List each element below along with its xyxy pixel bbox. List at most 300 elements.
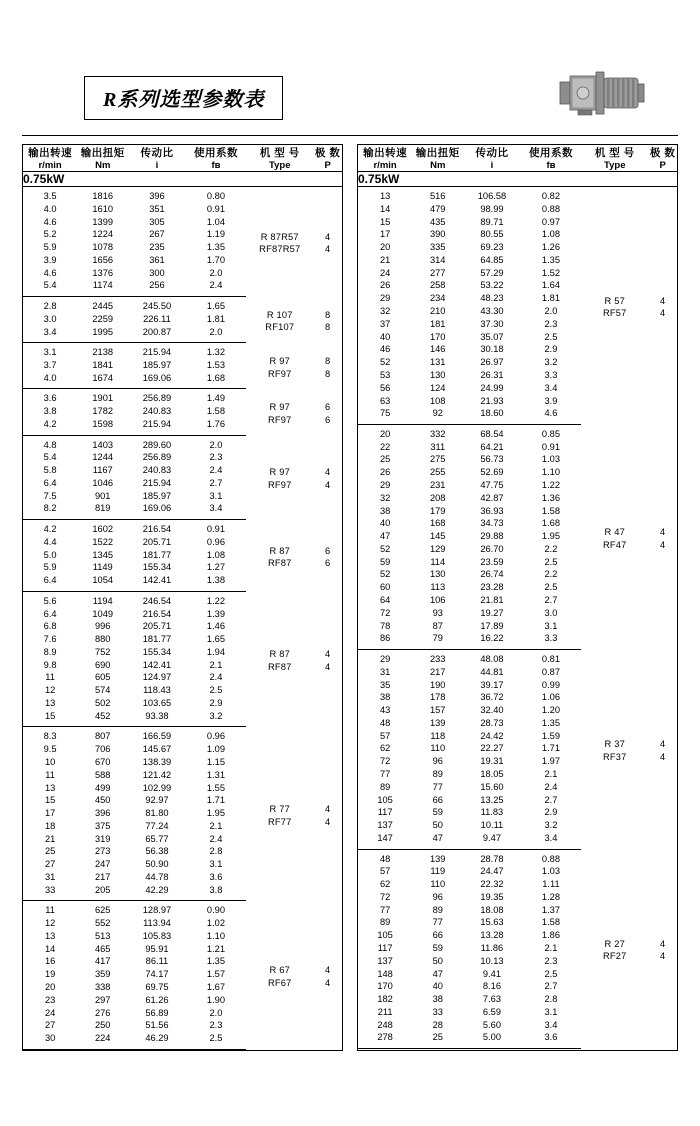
cell-speed: 13 bbox=[379, 191, 391, 201]
cell-torque: 752 bbox=[94, 646, 111, 657]
cell-fb: 0.85 bbox=[541, 428, 561, 439]
cell-torque: 1522 bbox=[92, 536, 114, 547]
cell-speed: 46 bbox=[379, 344, 391, 355]
cell-torque: 113 bbox=[430, 582, 446, 593]
type-line: R 97 bbox=[269, 467, 290, 478]
cell-torque: 2259 bbox=[92, 313, 114, 324]
cell-torque: 332 bbox=[429, 428, 446, 439]
cell-speed: 105 bbox=[377, 930, 393, 941]
cell-ratio: 44.78 bbox=[145, 871, 169, 882]
table-row bbox=[23, 343, 342, 360]
cell-ratio: 8.16 bbox=[482, 981, 501, 992]
cell-ratio: 256.89 bbox=[142, 393, 172, 404]
power-rating-label: 0.75kW bbox=[358, 172, 677, 187]
cell-torque: 706 bbox=[94, 744, 111, 755]
cell-speed: 86 bbox=[358, 633, 412, 650]
cell-ratio: 113.94 bbox=[143, 918, 171, 929]
cell-speed: 4.6 bbox=[43, 216, 57, 227]
cell-torque: 205 bbox=[77, 884, 128, 901]
cell-fb: 1.02 bbox=[206, 918, 226, 929]
table-header-cn bbox=[358, 145, 677, 160]
type-line: R 87 bbox=[269, 545, 290, 556]
cell-torque: 130 bbox=[429, 369, 446, 380]
cell-speed: 47 bbox=[379, 531, 391, 542]
cell-speed: 21 bbox=[44, 833, 56, 844]
cell-fb: 2.3 bbox=[544, 955, 558, 966]
cell-speed: 25 bbox=[379, 454, 391, 465]
cell-ratio: 65.77 bbox=[145, 833, 169, 844]
cell-ratio: 166.59 bbox=[142, 731, 172, 742]
cell-fb: 2.2 bbox=[544, 543, 558, 554]
column-header-unit-3: fʙ bbox=[546, 160, 556, 171]
column-header-cn-5: 极 数 bbox=[649, 147, 676, 159]
type-line: R 77 bbox=[269, 804, 290, 815]
cell-torque: 1598 bbox=[77, 418, 128, 435]
cell-speed: 59 bbox=[379, 556, 391, 567]
cell-torque: 1656 bbox=[92, 254, 114, 265]
cell-type bbox=[246, 187, 313, 297]
cell-ratio: 42.87 bbox=[480, 492, 504, 503]
cell-type bbox=[246, 297, 313, 343]
cell-speed: 31 bbox=[379, 666, 391, 677]
cell-speed: 3.1 bbox=[43, 347, 57, 358]
power-rating-row bbox=[23, 172, 342, 187]
cell-fb: 1.59 bbox=[541, 730, 561, 741]
cell-torque: 277 bbox=[429, 267, 446, 278]
cell-fb: 1.81 bbox=[541, 293, 561, 304]
cell-torque: 1167 bbox=[92, 465, 113, 476]
cell-torque: 880 bbox=[94, 634, 111, 645]
cell-torque: 513 bbox=[94, 930, 111, 941]
cell-speed: 38 bbox=[379, 692, 391, 703]
cell-speed: 89 bbox=[379, 917, 391, 928]
cell-fb: 1.53 bbox=[206, 360, 226, 370]
cell-fb: 2.1 bbox=[544, 769, 558, 779]
cell-torque: 311 bbox=[430, 441, 446, 452]
cell-torque: 1674 bbox=[77, 372, 128, 389]
type-line: RF97 bbox=[267, 479, 292, 490]
cell-torque: 217 bbox=[429, 666, 446, 677]
cell-ratio: 68.54 bbox=[480, 428, 504, 439]
cell-fb: 1.67 bbox=[206, 982, 226, 993]
cell-fb: 1.27 bbox=[206, 562, 226, 573]
cell-ratio: 22.27 bbox=[480, 743, 504, 754]
cell-fb: 1.35 bbox=[206, 956, 226, 967]
cell-ratio: 5.60 bbox=[482, 1019, 501, 1030]
cell-speed: 3.8 bbox=[43, 406, 57, 417]
cell-speed: 13 bbox=[44, 782, 56, 793]
cell-speed: 26 bbox=[379, 467, 391, 478]
cell-fb: 2.4 bbox=[209, 672, 223, 683]
cell-speed: 89 bbox=[379, 781, 391, 792]
cell-speed: 18 bbox=[44, 820, 56, 831]
cell-torque: 605 bbox=[94, 672, 111, 683]
cell-torque: 450 bbox=[94, 795, 111, 806]
cell-ratio: 169.06 bbox=[128, 372, 185, 389]
cell-torque: 234 bbox=[429, 293, 446, 304]
cell-speed: 72 bbox=[379, 607, 391, 618]
cell-ratio: 103.65 bbox=[142, 698, 172, 708]
cell-speed: 75 bbox=[358, 408, 412, 425]
cell-torque: 114 bbox=[430, 556, 446, 567]
page-title bbox=[84, 76, 283, 120]
cell-ratio: 42.29 bbox=[128, 884, 185, 901]
type-line: RF77 bbox=[267, 816, 292, 827]
cell-torque: 93 bbox=[432, 607, 443, 618]
cell-torque: 1602 bbox=[92, 524, 114, 535]
cell-ratio: 22.32 bbox=[480, 879, 504, 890]
cell-speed: 52 bbox=[379, 569, 391, 580]
cell-speed: 105 bbox=[377, 794, 393, 805]
column-header-cn-0: 输出转速 bbox=[363, 147, 408, 159]
cell-fb: 1.95 bbox=[541, 531, 561, 542]
cell-torque: 1054 bbox=[77, 575, 128, 592]
cell-speed: 5.9 bbox=[43, 242, 57, 253]
cell-speed: 32 bbox=[379, 306, 391, 317]
cell-poles bbox=[313, 389, 342, 435]
cell-speed: 3.7 bbox=[43, 360, 57, 370]
cell-torque: 233 bbox=[429, 653, 446, 664]
pole-line: 8 bbox=[325, 356, 331, 366]
cell-type bbox=[246, 343, 313, 389]
cell-speed: 9.8 bbox=[43, 659, 57, 670]
column-header-cn-4: 机 型 号 bbox=[594, 147, 635, 159]
cell-fb: 2.0 bbox=[209, 439, 223, 450]
type-line: R 97 bbox=[269, 356, 290, 366]
cell-fb: 2.3 bbox=[544, 318, 558, 329]
cell-torque: 1224 bbox=[92, 229, 114, 240]
cell-ratio: 32.40 bbox=[480, 705, 504, 716]
table-row bbox=[23, 435, 342, 452]
cell-ratio: 15.60 bbox=[480, 781, 504, 792]
cell-torque: 50 bbox=[432, 820, 443, 831]
cell-torque: 231 bbox=[429, 480, 446, 490]
cell-fb: 3.0 bbox=[544, 607, 558, 618]
power-rating-row bbox=[358, 172, 677, 187]
cell-speed: 52 bbox=[379, 543, 391, 554]
cell-ratio: 205.71 bbox=[142, 536, 172, 547]
pole-line: 4 bbox=[325, 965, 331, 976]
table-row bbox=[358, 424, 677, 441]
cell-torque: 92 bbox=[412, 408, 463, 425]
cell-torque: 1841 bbox=[92, 360, 114, 370]
cell-fb: 1.20 bbox=[541, 705, 561, 716]
cell-speed: 22 bbox=[379, 441, 391, 452]
cell-speed: 278 bbox=[358, 1032, 412, 1049]
cell-fb: 1.35 bbox=[541, 254, 561, 265]
cell-speed: 5.2 bbox=[43, 229, 57, 240]
cell-speed: 5.9 bbox=[43, 562, 57, 573]
pole-line: 6 bbox=[325, 558, 331, 569]
cell-speed: 4.2 bbox=[43, 524, 57, 535]
cell-fb: 0.88 bbox=[541, 853, 561, 864]
cell-speed: 27 bbox=[44, 1020, 56, 1031]
cell-ratio: 215.94 bbox=[142, 347, 172, 358]
table-row bbox=[23, 591, 342, 608]
cell-fb: 3.4 bbox=[544, 1019, 558, 1030]
cell-torque: 59 bbox=[432, 942, 443, 953]
cell-ratio: 10.11 bbox=[480, 820, 504, 831]
cell-torque: 110 bbox=[430, 743, 446, 754]
cell-ratio: 61.26 bbox=[145, 994, 169, 1005]
cell-speed: 3.0 bbox=[43, 313, 57, 324]
cell-type bbox=[246, 435, 313, 520]
cell-speed: 25 bbox=[44, 846, 56, 857]
cell-torque: 574 bbox=[94, 685, 111, 696]
cell-ratio: 56.89 bbox=[145, 1007, 169, 1018]
cell-ratio: 24.42 bbox=[480, 730, 504, 741]
cell-speed: 24 bbox=[44, 1007, 56, 1018]
cell-ratio: 48.08 bbox=[480, 653, 504, 664]
cell-ratio: 26.70 bbox=[480, 543, 504, 554]
table-row bbox=[23, 297, 342, 314]
cell-type bbox=[246, 901, 313, 1049]
cell-speed: 62 bbox=[379, 879, 391, 890]
cell-poles bbox=[648, 649, 677, 849]
cell-speed: 57 bbox=[379, 730, 391, 741]
cell-ratio: 48.23 bbox=[480, 293, 504, 304]
cell-fb: 3.1 bbox=[544, 1006, 558, 1017]
cell-fb: 1.55 bbox=[206, 782, 226, 793]
cell-fb: 1.08 bbox=[206, 549, 226, 560]
cell-fb: 1.37 bbox=[541, 904, 561, 915]
cell-ratio: 36.72 bbox=[480, 692, 504, 703]
cell-fb: 1.22 bbox=[541, 480, 561, 490]
cell-fb: 2.9 bbox=[209, 698, 223, 708]
cell-fb: 3.3 bbox=[544, 369, 558, 380]
cell-fb: 1.39 bbox=[206, 608, 226, 619]
cell-ratio: 21.93 bbox=[480, 395, 504, 406]
cell-fb: 0.88 bbox=[541, 203, 561, 214]
cell-ratio: 13.28 bbox=[480, 930, 504, 941]
cell-type bbox=[581, 849, 648, 1049]
cell-fb: 3.4 bbox=[521, 832, 582, 849]
cell-speed: 8.3 bbox=[43, 731, 57, 742]
cell-speed: 211 bbox=[377, 1006, 393, 1017]
cell-ratio: 181.77 bbox=[142, 634, 172, 645]
cell-fb: 1.68 bbox=[186, 372, 247, 389]
cell-speed: 8.2 bbox=[23, 503, 77, 520]
cell-ratio: 300 bbox=[149, 267, 165, 278]
cell-torque: 1399 bbox=[92, 216, 114, 227]
cell-poles bbox=[313, 187, 342, 297]
cell-speed: 5.4 bbox=[23, 280, 77, 297]
cell-fb: 1.86 bbox=[541, 930, 561, 941]
cell-ratio: 11.86 bbox=[480, 942, 504, 953]
cell-torque: 499 bbox=[94, 782, 111, 793]
cell-torque: 224 bbox=[77, 1033, 128, 1050]
cell-ratio: 19.27 bbox=[480, 607, 504, 618]
cell-speed: 147 bbox=[358, 832, 412, 849]
table-row bbox=[23, 727, 342, 744]
cell-torque: 1174 bbox=[77, 280, 128, 297]
table-row bbox=[358, 649, 677, 666]
cell-fb: 1.49 bbox=[206, 393, 226, 404]
cell-ratio: 185.97 bbox=[142, 360, 172, 370]
cell-speed: 17 bbox=[379, 229, 391, 240]
pole-line: 4 bbox=[660, 938, 666, 949]
cell-fb: 1.15 bbox=[206, 756, 226, 767]
cell-ratio: 16.22 bbox=[463, 633, 520, 650]
cell-fb: 0.80 bbox=[206, 191, 226, 201]
pole-line: 8 bbox=[325, 309, 331, 320]
column-header-cn-3: 使用系数 bbox=[193, 147, 238, 159]
cell-torque: 181 bbox=[429, 318, 446, 329]
cell-fb: 2.3 bbox=[209, 1020, 223, 1031]
cell-fb: 1.71 bbox=[206, 795, 226, 806]
cell-fb: 3.6 bbox=[521, 1032, 582, 1049]
cell-torque: 338 bbox=[94, 982, 111, 993]
cell-speed: 11 bbox=[45, 905, 55, 916]
cell-ratio: 21.81 bbox=[480, 595, 504, 606]
cell-torque: 247 bbox=[94, 859, 111, 870]
cell-ratio: 93.38 bbox=[128, 710, 185, 727]
cell-ratio: 80.55 bbox=[480, 229, 504, 240]
left-table-body bbox=[23, 145, 342, 1049]
cell-speed: 20 bbox=[379, 428, 391, 439]
cell-ratio: 56.73 bbox=[480, 454, 504, 465]
cell-speed: 23 bbox=[44, 994, 56, 1005]
cell-speed: 8.9 bbox=[43, 646, 57, 657]
cell-ratio: 9.41 bbox=[482, 968, 501, 979]
pole-line: 4 bbox=[660, 951, 666, 962]
cell-torque: 1046 bbox=[92, 477, 114, 488]
cell-torque: 190 bbox=[429, 679, 446, 690]
cell-torque: 819 bbox=[77, 503, 128, 520]
cell-speed: 6.8 bbox=[43, 621, 57, 632]
cell-fb: 1.03 bbox=[541, 866, 561, 877]
cell-torque: 275 bbox=[429, 454, 446, 465]
cell-fb: 2.0 bbox=[544, 306, 558, 317]
cell-torque: 359 bbox=[94, 969, 111, 980]
cell-ratio: 26.31 bbox=[480, 369, 504, 380]
cell-fb: 2.1 bbox=[209, 659, 223, 670]
cell-fb: 1.21 bbox=[206, 943, 226, 954]
cell-torque: 33 bbox=[432, 1006, 443, 1017]
cell-torque: 807 bbox=[94, 731, 111, 742]
cell-ratio: 19.35 bbox=[480, 891, 504, 902]
power-rating-label: 0.75kW bbox=[23, 172, 342, 187]
cell-ratio: 215.94 bbox=[128, 418, 185, 435]
cell-fb: 2.8 bbox=[544, 994, 558, 1005]
cell-speed: 137 bbox=[377, 820, 393, 831]
column-header-unit-1: Nm bbox=[95, 160, 111, 171]
right-parameter-table bbox=[358, 145, 677, 1049]
cell-fb: 2.9 bbox=[544, 807, 558, 818]
column-header-unit-2: i bbox=[155, 160, 159, 171]
cell-torque: 516 bbox=[429, 191, 446, 201]
cell-ratio: 5.00 bbox=[463, 1032, 520, 1049]
cell-fb: 2.5 bbox=[544, 968, 558, 979]
pole-line: 4 bbox=[660, 739, 666, 750]
cell-speed: 17 bbox=[44, 808, 56, 819]
cell-fb: 2.5 bbox=[544, 556, 558, 567]
cell-fb: 2.4 bbox=[544, 781, 558, 792]
column-header-unit-4: Type bbox=[604, 160, 626, 171]
cell-speed: 170 bbox=[377, 981, 393, 992]
type-line: R 57 bbox=[604, 295, 625, 306]
cell-fb: 2.4 bbox=[209, 465, 223, 476]
cell-ratio: 64.85 bbox=[480, 254, 504, 265]
cell-torque: 588 bbox=[94, 769, 111, 780]
cell-torque: 50 bbox=[432, 955, 443, 966]
cell-speed: 5.8 bbox=[43, 465, 57, 476]
cell-fb: 2.9 bbox=[544, 344, 558, 355]
column-header-cn-2: 传动比 bbox=[475, 147, 509, 159]
cell-speed: 63 bbox=[379, 395, 391, 406]
type-line: RF37 bbox=[602, 751, 627, 762]
cell-ratio: 19.31 bbox=[480, 756, 504, 767]
cell-torque: 118 bbox=[430, 730, 446, 741]
cell-speed: 53 bbox=[379, 369, 391, 380]
cell-torque: 66 bbox=[432, 794, 443, 805]
column-header-unit-0: r/min bbox=[38, 160, 62, 171]
cell-torque: 28 bbox=[432, 1019, 443, 1030]
table-row bbox=[358, 187, 677, 204]
cell-ratio: 7.63 bbox=[482, 994, 501, 1005]
cell-fb: 2.8 bbox=[209, 846, 223, 857]
cell-fb: 1.65 bbox=[206, 634, 226, 645]
cell-torque: 435 bbox=[429, 216, 446, 227]
cell-speed: 182 bbox=[377, 994, 393, 1005]
cell-torque: 465 bbox=[94, 943, 111, 954]
cell-speed: 117 bbox=[377, 807, 393, 818]
cell-torque: 1078 bbox=[92, 242, 114, 253]
cell-poles bbox=[313, 343, 342, 389]
column-header-cn-5: 极 数 bbox=[314, 147, 341, 159]
cell-speed: 4.0 bbox=[43, 203, 57, 214]
cell-fb: 1.06 bbox=[541, 692, 561, 703]
cell-speed: 27 bbox=[44, 859, 56, 870]
cell-poles bbox=[313, 591, 342, 727]
cell-torque: 625 bbox=[94, 905, 111, 916]
cell-ratio: 98.99 bbox=[480, 203, 504, 214]
cell-speed: 15 bbox=[379, 216, 391, 227]
cell-ratio: 24.99 bbox=[480, 382, 504, 393]
cell-torque: 502 bbox=[94, 698, 111, 708]
cell-ratio: 289.60 bbox=[142, 439, 172, 450]
cell-ratio: 52.69 bbox=[480, 467, 504, 478]
cell-fb: 2.7 bbox=[544, 595, 558, 606]
type-line: R 87R57 bbox=[260, 231, 299, 242]
cell-ratio: 155.34 bbox=[142, 562, 172, 573]
cell-speed: 7.5 bbox=[43, 490, 57, 501]
cell-type bbox=[246, 520, 313, 592]
type-line: RF87 bbox=[267, 661, 292, 672]
cell-fb: 2.3 bbox=[209, 452, 223, 463]
cell-torque: 2445 bbox=[92, 301, 114, 312]
cell-speed: 48 bbox=[379, 853, 391, 864]
pole-line: 4 bbox=[660, 539, 666, 550]
cell-torque: 2138 bbox=[92, 347, 114, 358]
cell-ratio: 81.80 bbox=[145, 808, 169, 819]
type-line: R 87 bbox=[269, 649, 290, 660]
cell-torque: 396 bbox=[94, 808, 111, 819]
cell-ratio: 43.30 bbox=[480, 306, 504, 317]
cell-ratio: 118.43 bbox=[143, 685, 171, 696]
cell-ratio: 18.60 bbox=[463, 408, 520, 425]
catalog-page bbox=[0, 58, 700, 1126]
pole-line: 4 bbox=[660, 527, 666, 538]
cell-fb: 0.96 bbox=[206, 731, 226, 742]
cell-fb: 1.22 bbox=[206, 595, 226, 606]
type-line: R 27 bbox=[604, 938, 625, 949]
cell-fb: 1.58 bbox=[206, 406, 226, 417]
cell-torque: 168 bbox=[429, 518, 446, 529]
right-table-body bbox=[358, 145, 677, 1049]
cell-fb: 2.4 bbox=[186, 280, 247, 297]
cell-fb: 0.91 bbox=[206, 524, 226, 535]
